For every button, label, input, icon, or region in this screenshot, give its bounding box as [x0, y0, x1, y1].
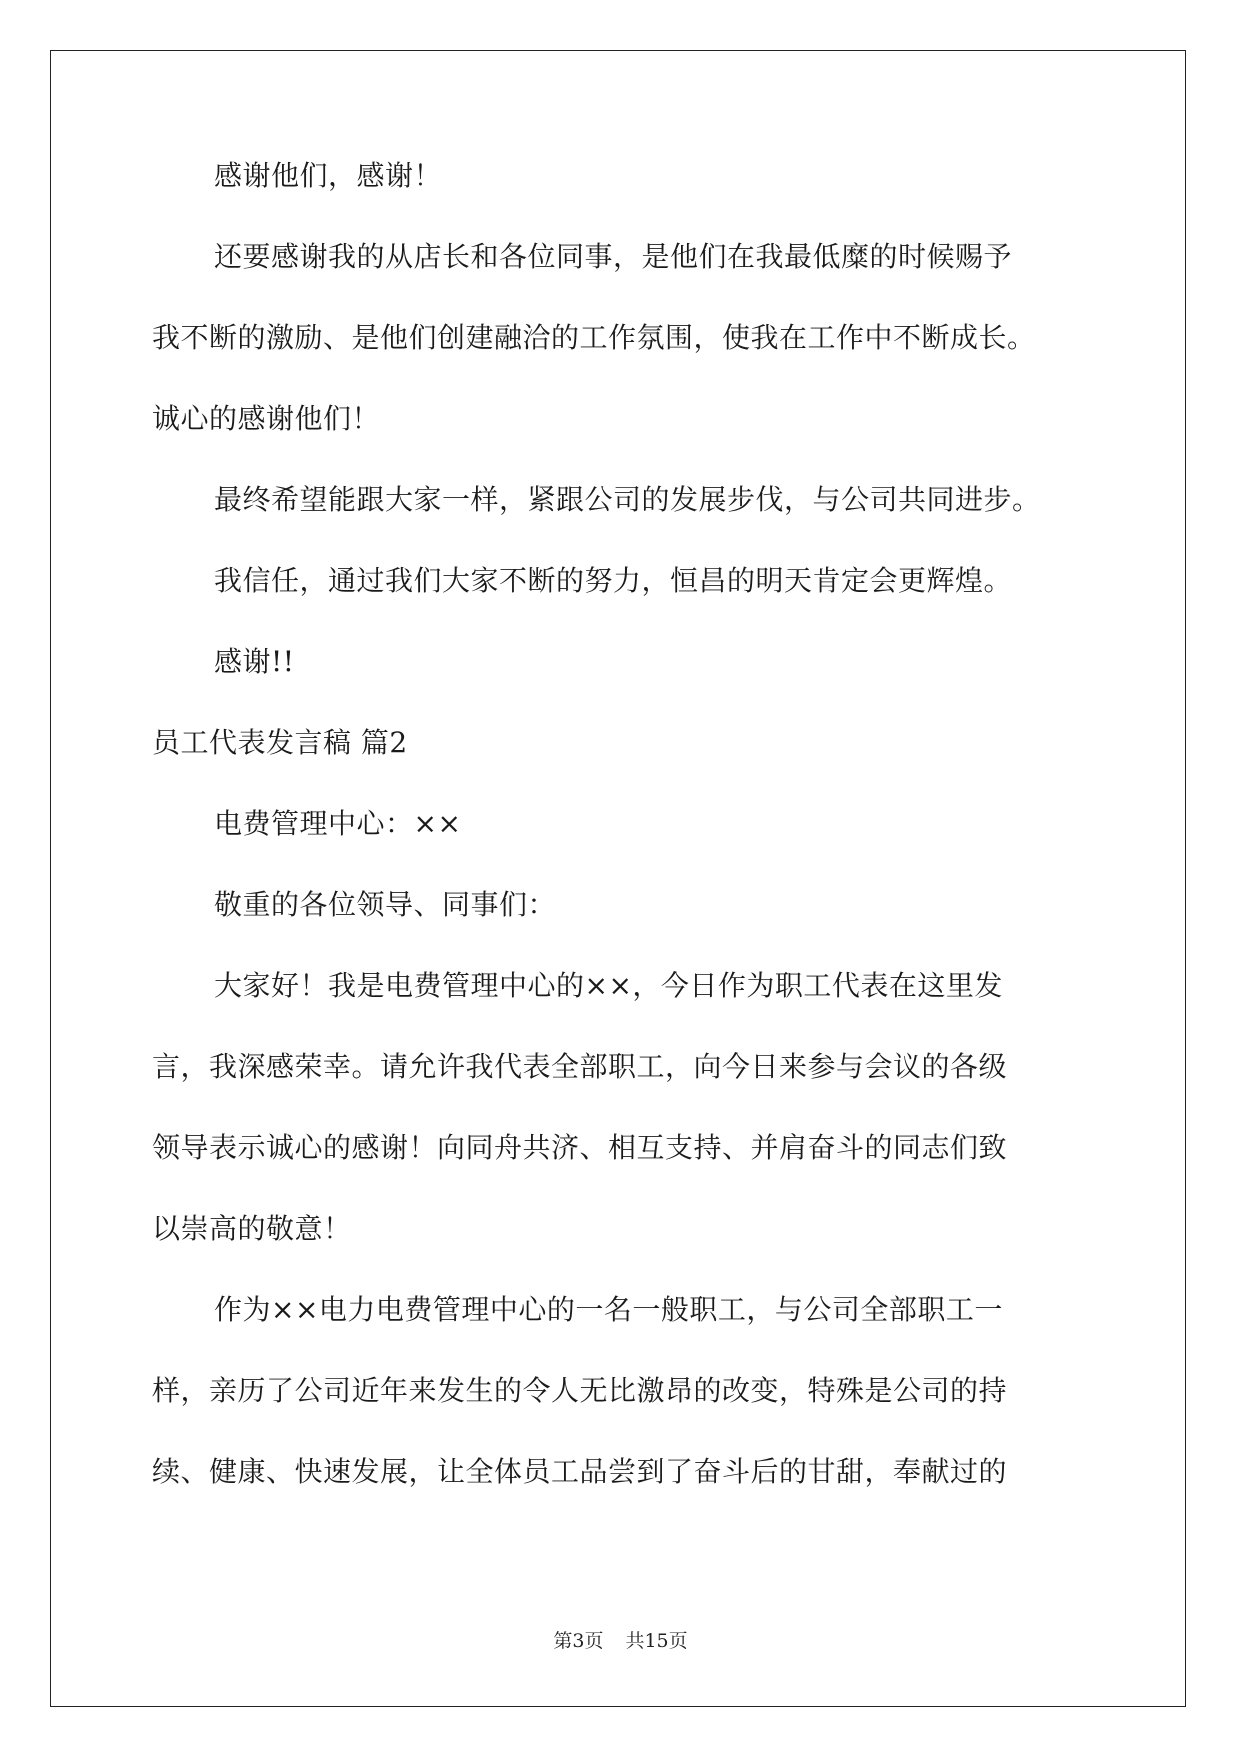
paragraph-line: 言，我深感荣幸。请允许我代表全部职工，向今日来参与会议的各级	[152, 1050, 1008, 1083]
document-body	[152, 159, 1092, 1539]
paragraph-line: 感谢!!	[214, 645, 295, 678]
paragraph-line: 电费管理中心：××	[214, 807, 462, 840]
paragraph-line: 以崇高的敬意！	[152, 1212, 352, 1245]
page-number: 第3页	[553, 1630, 604, 1652]
paragraph-line: 感谢他们，感谢！	[214, 159, 443, 192]
page-total: 共15页	[625, 1630, 688, 1652]
paragraph-line: 作为××电力电费管理中心的一名一般职工，与公司全部职工一	[214, 1293, 1003, 1326]
section-heading: 员工代表发言稿 篇2	[152, 726, 408, 759]
paragraph-line: 样，亲历了公司近年来发生的令人无比激昂的改变，特殊是公司的持	[152, 1374, 1008, 1407]
paragraph-line: 大家好！我是电费管理中心的××，今日作为职工代表在这里发	[214, 969, 1003, 1002]
paragraph-line: 诚心的感谢他们！	[152, 402, 381, 435]
paragraph-line: 最终希望能跟大家一样，紧跟公司的发展步伐，与公司共同进步。	[214, 483, 1041, 516]
salutation: 敬重的各位领导、同事们：	[214, 888, 557, 921]
page-footer	[0, 1630, 1241, 1652]
paragraph-line: 续、健康、快速发展，让全体员工品尝到了奋斗后的甘甜，奉献过的	[152, 1455, 1008, 1488]
paragraph-line: 我不断的激励、是他们创建融洽的工作氛围，使我在工作中不断成长。	[152, 321, 1036, 354]
paragraph-line: 领导表示诚心的感谢！向同舟共济、相互支持、并肩奋斗的同志们致	[152, 1131, 1008, 1164]
paragraph-line: 我信任，通过我们大家不断的努力，恒昌的明天肯定会更辉煌。	[214, 564, 1013, 597]
paragraph-line: 还要感谢我的从店长和各位同事，是他们在我最低糜的时候赐予	[214, 240, 1013, 273]
